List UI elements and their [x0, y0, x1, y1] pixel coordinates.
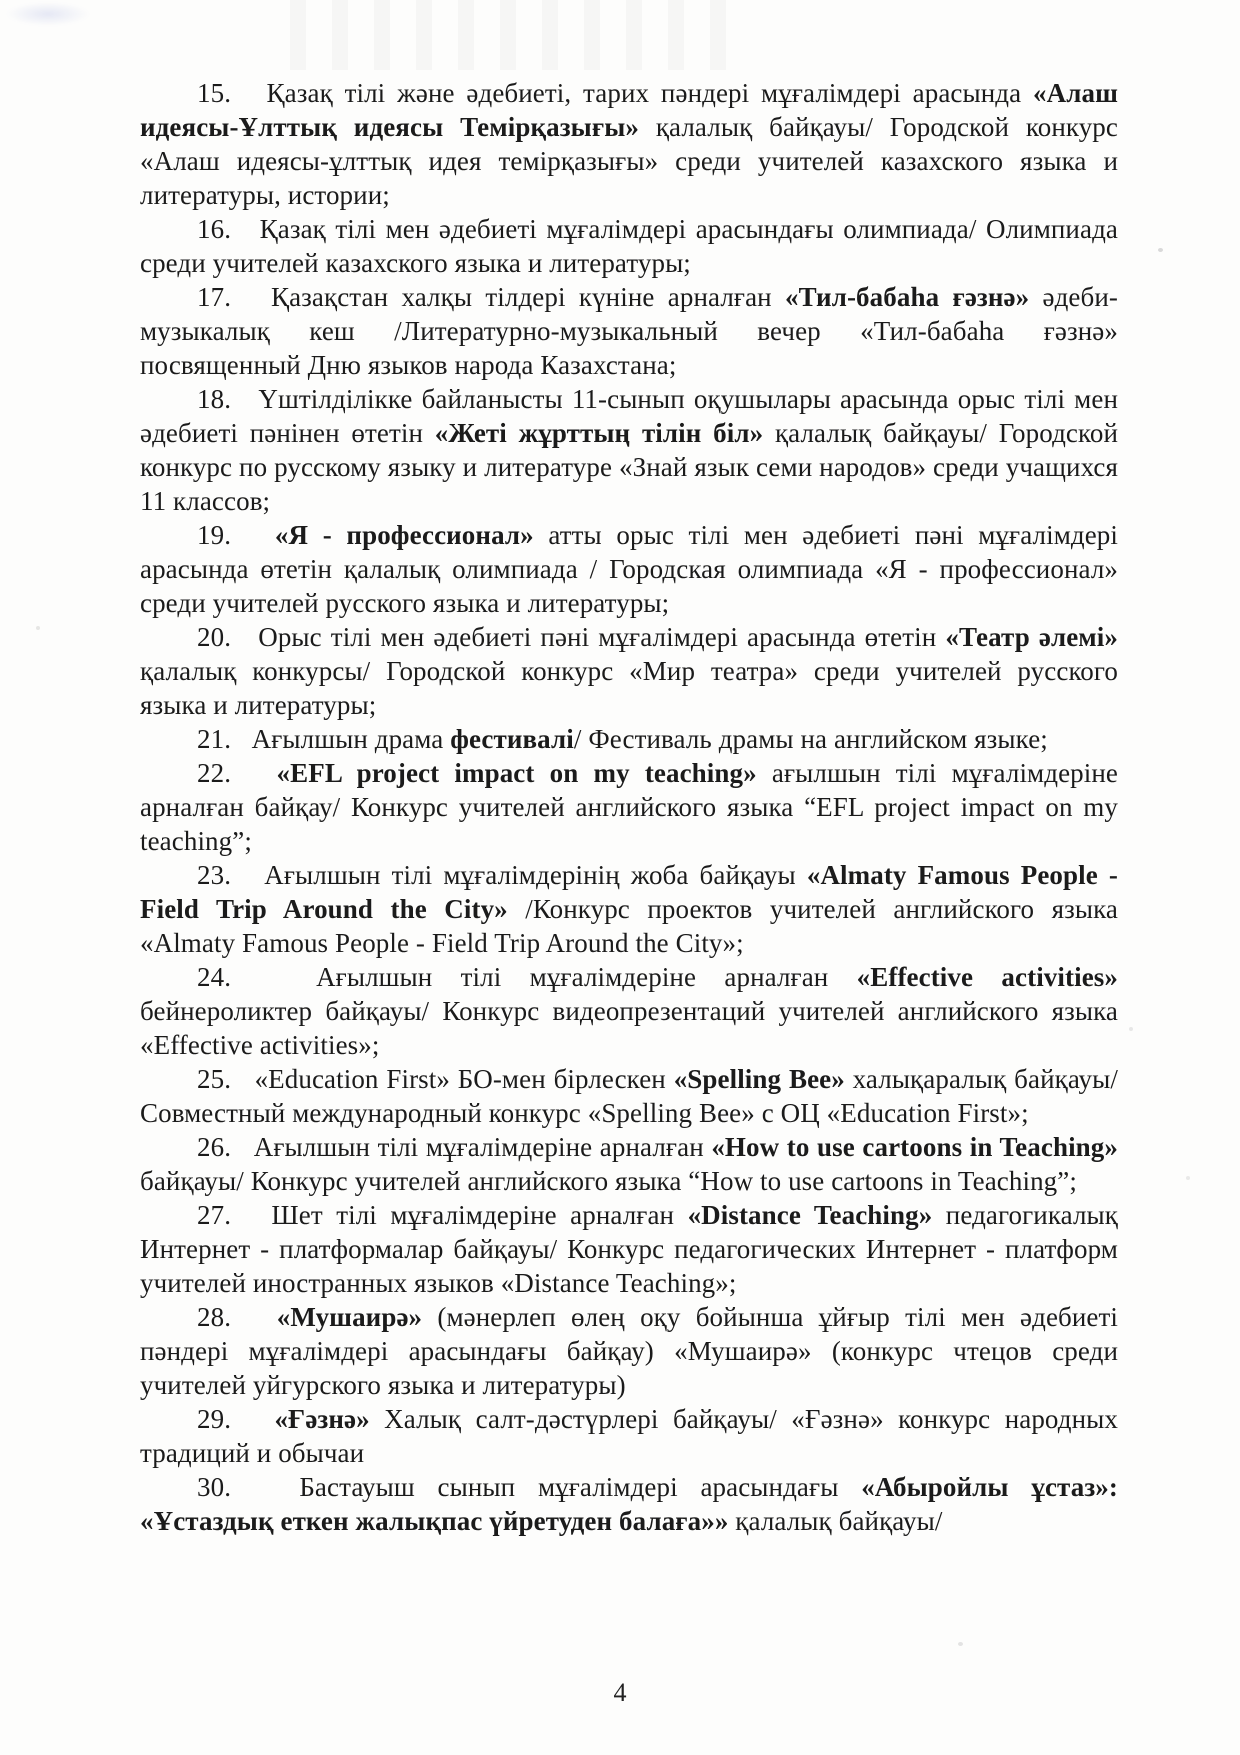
list-item-24 — [140, 960, 1118, 1062]
item-number: 25. — [197, 1064, 232, 1094]
item-number: 19. — [197, 520, 232, 550]
text-segment: Ағылшын тілі мұғалімдеріне арналған — [316, 962, 857, 992]
text-segment: «Spelling Bee» — [673, 1064, 845, 1094]
text-segment: «EFL project impact on my teaching» — [276, 758, 757, 788]
text-segment: педагогикалық Интернет - платформалар байқауы/ Конкурс педагогических Интернет - платформ учителей иностранных языков «Distance Teaching»; — [140, 1200, 1118, 1298]
text-segment: қалалық байқауы/ Городской конкурс «Алаш идеясы-ұлттық идея темірқазығы» среди учителей казахского языка и литературы, истории; — [140, 112, 1118, 210]
text-segment: қалалық конкурсы/ Городской конкурс «Мир театра» среди учителей русского языка и литературы; — [140, 656, 1118, 720]
text-segment: байқауы/ Конкурс учителей английского языка “How to use cartoons in Teaching”; — [140, 1166, 1077, 1196]
text-segment: «Абыройлы ұстаз»: «Ұстаздық еткен жалықпас үйретуден балаға»» — [140, 1472, 1118, 1536]
text-segment: /Конкурс проектов учителей английского языка «Almaty Famous People - Field Trip Around the City»; — [140, 894, 1119, 958]
text-segment: «Я - профессионал» — [274, 520, 534, 550]
text-segment: Шет тілі мұғалімдеріне арналған — [271, 1200, 688, 1230]
list-item-27 — [140, 1198, 1118, 1300]
item-number: 21. — [197, 724, 232, 754]
item-number: 17. — [197, 282, 232, 312]
list-item-22 — [140, 756, 1118, 858]
text-segment: Қазақ тілі мен әдебиеті мұғалімдері арасындағы олимпиада/ Олимпиада среди учителей казахского языка и литературы; — [140, 214, 1118, 278]
text-segment: «Distance Teaching» — [687, 1200, 933, 1230]
list-item-17 — [140, 280, 1118, 382]
text-segment: «Тил-бабаһа ғәзнә» — [785, 282, 1030, 312]
scan-speck — [1129, 1027, 1133, 1031]
item-number: 27. — [197, 1200, 232, 1230]
text-segment: Халық салт-дәстүрлері байқауы/ «Ғәзнә» конкурс народных традиций и обычаи — [140, 1404, 1118, 1468]
list-item-16 — [140, 212, 1118, 280]
list-item-19 — [140, 518, 1118, 620]
text-segment: «Жеті жұрттың тілін біл» — [434, 418, 764, 448]
text-segment: «Education First» БО-мен бірлескен — [254, 1064, 674, 1094]
scan-speck — [1158, 248, 1163, 252]
text-segment: халықаралық байқауы/Совместный международный конкурс «Spelling Bee» с ОЦ «Education First»; — [140, 1064, 1118, 1128]
scan-smudge-artifact — [6, 2, 90, 26]
item-number: 26. — [197, 1132, 232, 1162]
list-item-25 — [140, 1062, 1118, 1130]
page-number: 4 — [613, 1678, 627, 1707]
list-item-15 — [140, 76, 1118, 212]
text-segment: «Ғәзнә» — [274, 1404, 370, 1434]
list-item-26 — [140, 1130, 1118, 1198]
text-segment: әдеби-музыкалық кеш /Литературно-музыкальный вечер «Тил-бабаһа ғәзнә» посвященный Дню языков народа Казахстана; — [140, 282, 1118, 380]
text-segment: Ағылшын драма — [251, 724, 451, 754]
text-segment: Үштілділікке байланысты 11-сынып оқушылары арасында орыс тілі мен әдебиеті пәнінен өтетін — [140, 384, 1118, 448]
text-segment: Ағылшын тілі мұғалімдеріне арналған — [253, 1132, 712, 1162]
text-segment: «Мушаирә» — [276, 1302, 423, 1332]
text-segment: «Almaty Famous People - Field Trip Around the City» — [140, 860, 1118, 924]
text-segment: қалалық байқауы/ — [728, 1506, 943, 1536]
text-segment: бейнероликтер байқауы/ Конкурс видеопрезентаций учителей английского языка «Effective activities»; — [140, 996, 1118, 1060]
item-number: 20. — [197, 622, 232, 652]
text-segment: қалалық байқауы/ Городской конкурс по русскому языку и литературе «Знай язык семи народов» среди учащихся 11 классов; — [140, 418, 1118, 516]
text-segment: «Театр әлемі» — [945, 622, 1118, 652]
item-number: 28. — [197, 1302, 232, 1332]
item-number: 23. — [197, 860, 232, 890]
text-segment: ағылшын тілі мұғалімдеріне арналған байқау/ Конкурс учителей английского языка “EFL project impact on my teaching”; — [140, 758, 1118, 856]
text-segment: атты орыс тілі мен әдебиеті пәні мұғалімдері арасында өтетін қалалық олимпиада / Городская олимпиада «Я - профессионал» среди учителей русского языка и литературы; — [140, 520, 1119, 618]
list-item-28 — [140, 1300, 1118, 1402]
document-list — [140, 76, 1118, 1538]
text-segment: «Алаш идеясы-Ұлттық идеясы Темірқазығы» — [140, 78, 1118, 142]
scan-speck — [958, 1642, 963, 1646]
item-number: 15. — [197, 78, 232, 108]
list-item-18 — [140, 382, 1118, 518]
list-item-21 — [140, 722, 1118, 756]
list-item-20 — [140, 620, 1118, 722]
scan-speck — [1186, 1176, 1190, 1180]
text-segment: «Effective activities» — [856, 962, 1118, 992]
item-number: 22. — [197, 758, 232, 788]
text-segment: «How to use cartoons in Teaching» — [711, 1132, 1118, 1162]
text-segment: Қазақ тілі және әдебиеті, тарих пәндері мұғалімдері арасында — [266, 78, 1034, 108]
item-number: 24. — [197, 962, 232, 992]
list-item-29 — [140, 1402, 1118, 1470]
list-item-30 — [140, 1470, 1118, 1538]
scan-speck — [36, 626, 40, 630]
text-segment: фестивалі — [450, 724, 574, 754]
text-segment: (мәнерлеп өлең оқу бойынша ұйғыр тілі мен әдебиеті пәндері мұғалімдері арасындағы байқау) «Мушаирә» (конкурс чтецов среди учителей уйгурского языка и литературы) — [140, 1302, 1118, 1400]
text-segment: Қазақстан халқы тілдері күніне арналған — [270, 282, 786, 312]
item-number: 16. — [197, 214, 232, 244]
scan-noise-streaks — [290, 0, 730, 70]
text-segment: Бастауыш сынып мұғалімдері арасындағы — [299, 1472, 862, 1502]
text-segment: / Фестиваль драмы на английском языке; — [573, 724, 1048, 754]
list-item-23 — [140, 858, 1118, 960]
text-segment: Орыс тілі мен әдебиеті пәні мұғалімдері арасында өтетін — [258, 622, 946, 652]
item-number: 29. — [197, 1404, 232, 1434]
item-number: 30. — [197, 1472, 232, 1502]
text-segment: Ағылшын тілі мұғалімдерінің жоба байқауы — [264, 860, 807, 890]
item-number: 18. — [197, 384, 232, 414]
